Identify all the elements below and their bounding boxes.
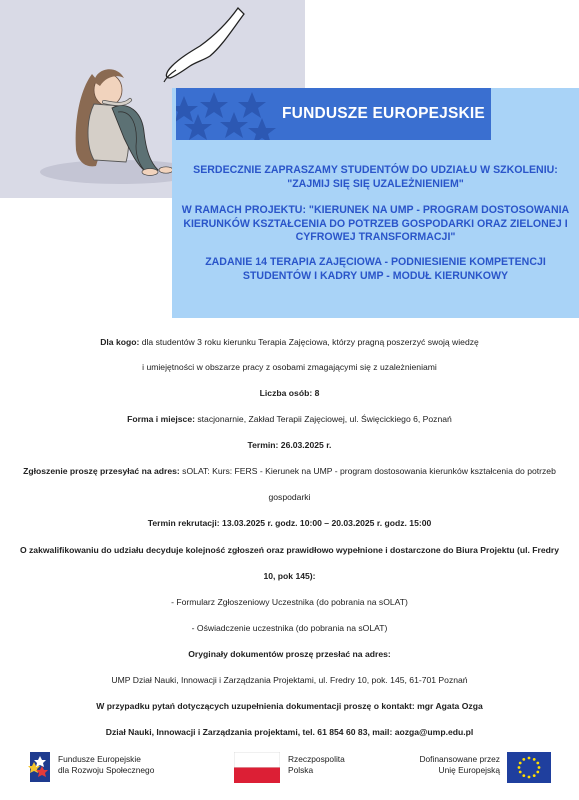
event-date: Termin: 26.03.2025 r. — [247, 440, 332, 450]
reaching-hand-icon — [166, 8, 244, 78]
recruitment-period: Termin rekrutacji: 13.03.2025 r. godz. 10:00 – 20.03.2025 r. godz. 15:00 — [147, 518, 432, 528]
rp-logo-line1: Rzeczpospolita — [288, 754, 345, 764]
banner-title: FUNDUSZE EUROPEJSKIE — [282, 105, 485, 122]
participant-count: Liczba osób: 8 — [259, 388, 320, 398]
form-place-text: stacjonarnie, Zakład Terapii Zajęciowej, ul. Święcickiego 6, Poznań — [194, 414, 452, 424]
eu-logo-line1: Dofinansowane przez — [419, 754, 500, 764]
eu-stars-pattern-icon — [176, 88, 276, 140]
project-headline: W RAMACH PROJEKTU: "KIERUNEK NA UMP - PROGRAM DOSTOSOWANIA KIERUNKÓW KSZTAŁCENIA DO POTRZEB GOSPODARKI ORAZ ZIELONEJ I CYFROWEJ TRANSFORMACJI" — [181, 204, 570, 243]
form-place-line — [0, 414, 579, 424]
rp-logo-line2: Polska — [288, 765, 314, 775]
polish-flag-icon — [234, 752, 280, 783]
eu-logo-line2: Unię Europejską — [438, 765, 500, 775]
for-whom-line — [0, 337, 579, 347]
document-item-statement: - Oświadczenie uczestnika (do pobrania na sOLAT) — [191, 623, 388, 633]
invitation-headline: SERDECZNIE ZAPRASZAMY STUDENTÓW DO UDZIAŁU W SZKOLENIU: "ZAJMIJ SIĘ SIĘ UZALEŻNIENIEM" — [193, 164, 558, 190]
for-whom-label: Dla kogo: — [100, 337, 140, 347]
fundusze-banner — [176, 88, 491, 140]
document-item-form: - Formularz Zgłoszeniowy Uczestnika (do pobrania na sOLAT) — [171, 597, 408, 607]
fe-logo-line1: Fundusze Europejskie — [58, 754, 141, 764]
apply-continuation: gospodarki — [268, 492, 311, 502]
task-headline: ZADANIE 14 TERAPIA ZAJĘCIOWA - PODNIESIENIE KOMPETENCJI STUDENTÓW I KADRY UMP - MODUŁ KIERUNKOWY — [205, 256, 546, 282]
department-contact: Dział Nauki, Innowacji i Zarządzania projektami, tel. 61 854 60 83, mail: aozga@ump.edu.pl — [105, 727, 474, 737]
apply-label: Zgłoszenie proszę przesyłać na adres: — [23, 466, 180, 476]
apply-text: sOLAT: Kurs: FERS - Kierunek na UMP - program dostosowania kierunków kształcenia do potrzeb — [179, 466, 556, 476]
qualification-rule: O zakwalifikowaniu do udziału decyduje kolejność zgłoszeń oraz prawidłowo wypełnione i dostarczone do Biura Projektu (ul. Fredry — [19, 545, 560, 555]
funding-logos-footer — [0, 742, 579, 792]
form-place-label: Forma i miejsce: — [127, 414, 195, 424]
for-whom-continuation: i umiejętności w obszarze pracy z osobami zmagającymi się z uzależnieniami — [142, 362, 437, 372]
postal-address: UMP Dział Nauki, Innowacji i Zarządzania Projektami, ul. Fredry 10, pok. 145, 61-701 Poznań — [111, 675, 468, 685]
eu-flag-icon — [507, 752, 551, 783]
fe-logo-line2: dla Rozwoju Społecznego — [58, 765, 155, 775]
originals-heading: Oryginały dokumentów proszę przesłać na adres: — [188, 649, 391, 659]
questions-contact: W przypadku pytań dotyczących uzupełnienia dokumentacji proszę o kontakt: mgr Agata Ozga — [96, 701, 483, 711]
for-whom-text: dla studentów 3 roku kierunku Terapia Zajęciowa, którzy pragną poszerzyć swoją wiedzę — [139, 337, 479, 347]
qualification-rule-continuation: 10, pok 145): — [263, 571, 316, 581]
fundusze-europejskie-logo-icon — [26, 748, 56, 786]
apply-line — [0, 466, 579, 476]
